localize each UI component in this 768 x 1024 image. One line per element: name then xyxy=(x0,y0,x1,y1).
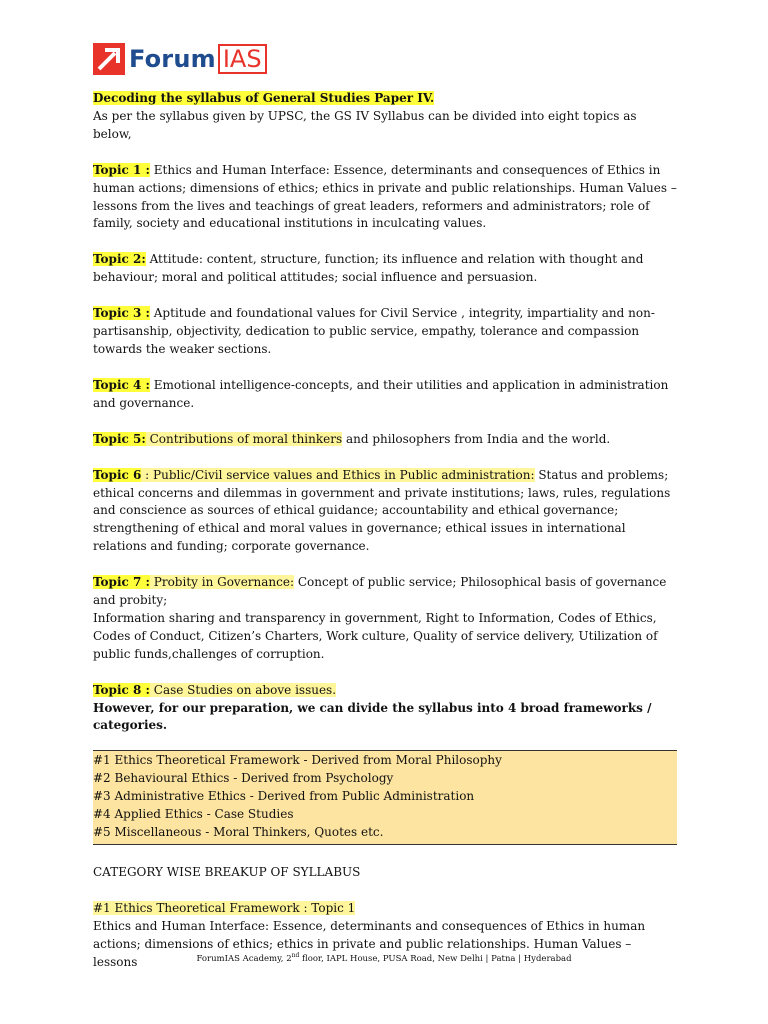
framework-item: #4 Applied Ethics - Case Studies xyxy=(93,807,294,822)
arrow-logo-icon xyxy=(93,43,125,75)
topic-8: Topic 8 : Case Studies on above issues. xyxy=(93,682,337,697)
page-footer: ForumIAS Academy, 2nd floor, IAPL House, PUSA Road, New Delhi | Patna | Hyderabad xyxy=(196,952,572,964)
document-heading: Decoding the syllabus of General Studies Paper IV. xyxy=(93,91,435,105)
forumias-logo xyxy=(93,42,267,76)
category-heading: CATEGORY WISE BREAKUP OF SYLLABUS xyxy=(93,864,361,879)
framework-item: #3 Administrative Ethics - Derived from Public Administration xyxy=(93,789,475,804)
topic-2: Topic 2: Attitude: content, structure, function; its influence and relation with thought and behaviour; moral and political attitudes; social influence and persuasion. xyxy=(93,252,644,285)
topic-6: Topic 6 : Public/Civil service values and Ethics in Public administration: Status and problems; ethical concerns and dilemmas in government and private institutions; laws, rules, regulations and conscience as sources of ethical guidance; accountability and ethical governance; strengthening of ethical and moral values in governance; ethical issues in international relations and funding; corporate governance. xyxy=(93,467,671,554)
topic-3: Topic 3 : Aptitude and foundational values for Civil Service , integrity, impartiality and non-partisanship, objectivity, dedication to public service, empathy, tolerance and compassion towards the weaker sections. xyxy=(93,306,655,356)
intro-text: As per the syllabus given by UPSC, the GS IV Syllabus can be divided into eight topics as below, xyxy=(93,108,637,141)
category-1-title: #1 Ethics Theoretical Framework : Topic 1 xyxy=(93,900,356,915)
topic-5: Topic 5: Contributions of moral thinkers and philosophers from India and the world. xyxy=(93,431,611,446)
topic-7: Topic 7 : Probity in Governance: Concept of public service; Philosophical basis of governance and probity; xyxy=(93,575,667,608)
category-1-text: Ethics and Human Interface: Essence, determinants and consequences of Ethics in human actions; dimensions of ethics; ethics in private and public relationships. Human Values – lessons xyxy=(93,918,646,969)
framework-item: #2 Behavioural Ethics - Derived from Psychology xyxy=(93,771,394,786)
frameworks-box xyxy=(93,750,677,845)
logo-text-forum: Forum xyxy=(129,45,216,73)
topic-1: Topic 1 : Ethics and Human Interface: Essence, determinants and consequences of Ethics in human actions; dimensions of ethics; ethics in private and public relationships. Human Values – lessons from the lives and teachings of great leaders, reformers and administrators; role of family, society and educational institutions in inculcating values. xyxy=(93,162,677,231)
framework-item: #1 Ethics Theoretical Framework - Derived from Moral Philosophy xyxy=(93,753,502,768)
framework-item: #5 Miscellaneous - Moral Thinkers, Quotes etc. xyxy=(93,825,384,839)
frameworks-intro: However, for our preparation, we can divide the syllabus into 4 broad frameworks / categories. xyxy=(93,700,652,733)
document-body xyxy=(93,90,677,971)
logo-text-ias: IAS xyxy=(218,44,267,74)
topic-4: Topic 4 : Emotional intelligence-concepts, and their utilities and application in administration and governance. xyxy=(93,377,669,410)
topic-7-extra: Information sharing and transparency in government, Right to Information, Codes of Ethics, Codes of Conduct, Citizen’s Charters, Work culture, Quality of service delivery, Utilization of public funds,challenges of corruption. xyxy=(93,610,658,661)
